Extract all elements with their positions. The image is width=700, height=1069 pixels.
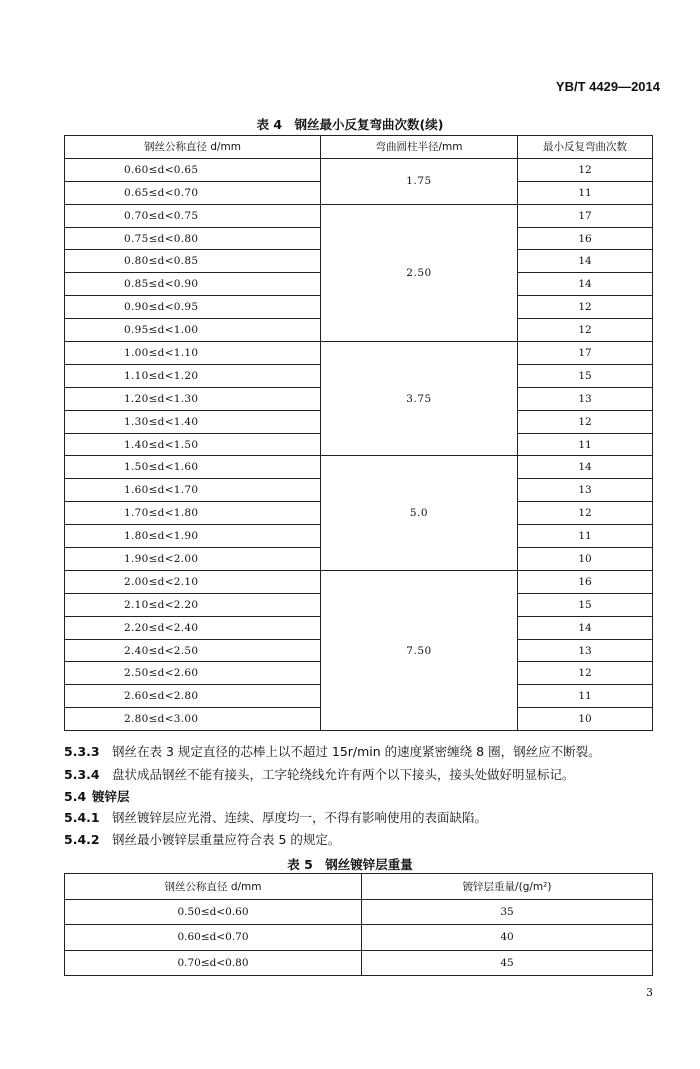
diameter-range-cell: 2.40≤d<2.50 (65, 639, 321, 662)
diameter-range-cell: 2.60≤d<2.80 (65, 685, 321, 708)
table4-caption: 表 4 钢丝最小反复弯曲次数(续) (256, 117, 444, 132)
bend-count-cell: 16 (518, 570, 653, 593)
bend-test-table (64, 135, 653, 731)
table-row (65, 950, 653, 976)
table4-body (65, 158, 653, 730)
diameter-range-cell: 0.80≤d<0.85 (65, 250, 321, 273)
col-header-coating-weight: 镀锌层重量/(g/m²) (362, 874, 653, 900)
diameter-range-cell: 2.10≤d<2.20 (65, 593, 321, 616)
bend-count-cell: 17 (518, 342, 653, 365)
bend-count-cell: 10 (518, 708, 653, 731)
section-5-4-heading (64, 787, 130, 805)
clause-number: 5.4.1 (64, 810, 100, 825)
clause-text: 钢丝镀锌层应光滑、连续、厚度均一，不得有影响使用的表面缺陷。 (112, 810, 488, 825)
col-header-radius: 弯曲圆柱半径/mm (321, 136, 518, 159)
bend-count-cell: 12 (518, 410, 653, 433)
clause-text: 钢丝在表 3 规定直径的芯棒上以不超过 15r/min 的速度紧密缠绕 8 圈，钢丝应不断裂。 (112, 744, 601, 759)
table-row (65, 158, 653, 181)
bend-count-cell: 15 (518, 364, 653, 387)
clause-number: 5.4 (64, 789, 87, 804)
bend-count-cell: 13 (518, 479, 653, 502)
diameter-range-cell: 0.75≤d<0.80 (65, 227, 321, 250)
clause-5-3-4 (64, 765, 575, 783)
diameter-range-cell: 0.85≤d<0.90 (65, 273, 321, 296)
clause-number: 5.3.3 (64, 744, 100, 759)
table-header-row (65, 136, 653, 159)
bend-count-cell: 14 (518, 250, 653, 273)
bend-count-cell: 12 (518, 319, 653, 342)
diameter-range-cell: 0.70≤d<0.80 (65, 950, 362, 976)
bend-count-cell: 16 (518, 227, 653, 250)
section-title: 镀锌层 (92, 789, 130, 804)
bend-count-cell: 11 (518, 525, 653, 548)
diameter-range-cell: 1.60≤d<1.70 (65, 479, 321, 502)
bend-count-cell: 12 (518, 662, 653, 685)
clause-text: 盘状成品钢丝不能有接头，工字轮绕线允许有两个以下接头，接头处做好明显标记。 (112, 767, 575, 782)
table-row (65, 204, 653, 227)
diameter-range-cell: 1.00≤d<1.10 (65, 342, 321, 365)
coating-weight-cell: 40 (362, 925, 653, 951)
bend-radius-cell: 5.0 (321, 456, 518, 570)
diameter-range-cell: 0.50≤d<0.60 (65, 899, 362, 925)
bend-count-cell: 14 (518, 456, 653, 479)
table-header-row (65, 874, 653, 900)
coating-weight-cell: 45 (362, 950, 653, 976)
bend-count-cell: 11 (518, 433, 653, 456)
clause-number: 5.3.4 (64, 767, 100, 782)
zinc-coating-table (64, 873, 653, 976)
col-header-count: 最小反复弯曲次数 (518, 136, 653, 159)
bend-count-cell: 15 (518, 593, 653, 616)
bend-count-cell: 13 (518, 639, 653, 662)
col-header-diameter: 钢丝公称直径 d/mm (65, 136, 321, 159)
table-row (65, 342, 653, 365)
bend-radius-cell: 3.75 (321, 342, 518, 456)
diameter-range-cell: 1.50≤d<1.60 (65, 456, 321, 479)
bend-count-cell: 12 (518, 502, 653, 525)
coating-weight-cell: 35 (362, 899, 653, 925)
bend-radius-cell: 1.75 (321, 158, 518, 204)
table5-caption: 表 5 钢丝镀锌层重量 (287, 857, 413, 872)
table-row (65, 925, 653, 951)
clause-5-3-3 (64, 742, 601, 760)
diameter-range-cell: 0.60≤d<0.70 (65, 925, 362, 951)
table5-body (65, 899, 653, 976)
bend-count-cell: 14 (518, 616, 653, 639)
table-row (65, 899, 653, 925)
bend-count-cell: 12 (518, 296, 653, 319)
clause-5-4-2 (64, 830, 340, 848)
diameter-range-cell: 2.80≤d<3.00 (65, 708, 321, 731)
diameter-range-cell: 1.30≤d<1.40 (65, 410, 321, 433)
diameter-range-cell: 1.80≤d<1.90 (65, 525, 321, 548)
page-number: 3 (646, 986, 653, 999)
bend-count-cell: 12 (518, 158, 653, 181)
bend-count-cell: 14 (518, 273, 653, 296)
diameter-range-cell: 2.50≤d<2.60 (65, 662, 321, 685)
bend-radius-cell: 7.50 (321, 570, 518, 730)
standard-code: YB/T 4429—2014 (555, 79, 660, 94)
clause-text: 钢丝最小镀锌层重量应符合表 5 的规定。 (112, 832, 341, 847)
col-header-diameter: 钢丝公称直径 d/mm (65, 874, 362, 900)
diameter-range-cell: 0.60≤d<0.65 (65, 158, 321, 181)
diameter-range-cell: 1.70≤d<1.80 (65, 502, 321, 525)
bend-count-cell: 13 (518, 387, 653, 410)
clause-5-4-1 (64, 808, 487, 826)
table-row (65, 570, 653, 593)
diameter-range-cell: 0.65≤d<0.70 (65, 181, 321, 204)
diameter-range-cell: 1.20≤d<1.30 (65, 387, 321, 410)
table-row (65, 456, 653, 479)
bend-count-cell: 17 (518, 204, 653, 227)
bend-count-cell: 11 (518, 685, 653, 708)
diameter-range-cell: 1.90≤d<2.00 (65, 548, 321, 571)
diameter-range-cell: 1.40≤d<1.50 (65, 433, 321, 456)
clause-number: 5.4.2 (64, 832, 100, 847)
diameter-range-cell: 0.70≤d<0.75 (65, 204, 321, 227)
bend-count-cell: 11 (518, 181, 653, 204)
bend-radius-cell: 2.50 (321, 204, 518, 341)
diameter-range-cell: 1.10≤d<1.20 (65, 364, 321, 387)
diameter-range-cell: 0.95≤d<1.00 (65, 319, 321, 342)
diameter-range-cell: 0.90≤d<0.95 (65, 296, 321, 319)
diameter-range-cell: 2.00≤d<2.10 (65, 570, 321, 593)
diameter-range-cell: 2.20≤d<2.40 (65, 616, 321, 639)
bend-count-cell: 10 (518, 548, 653, 571)
